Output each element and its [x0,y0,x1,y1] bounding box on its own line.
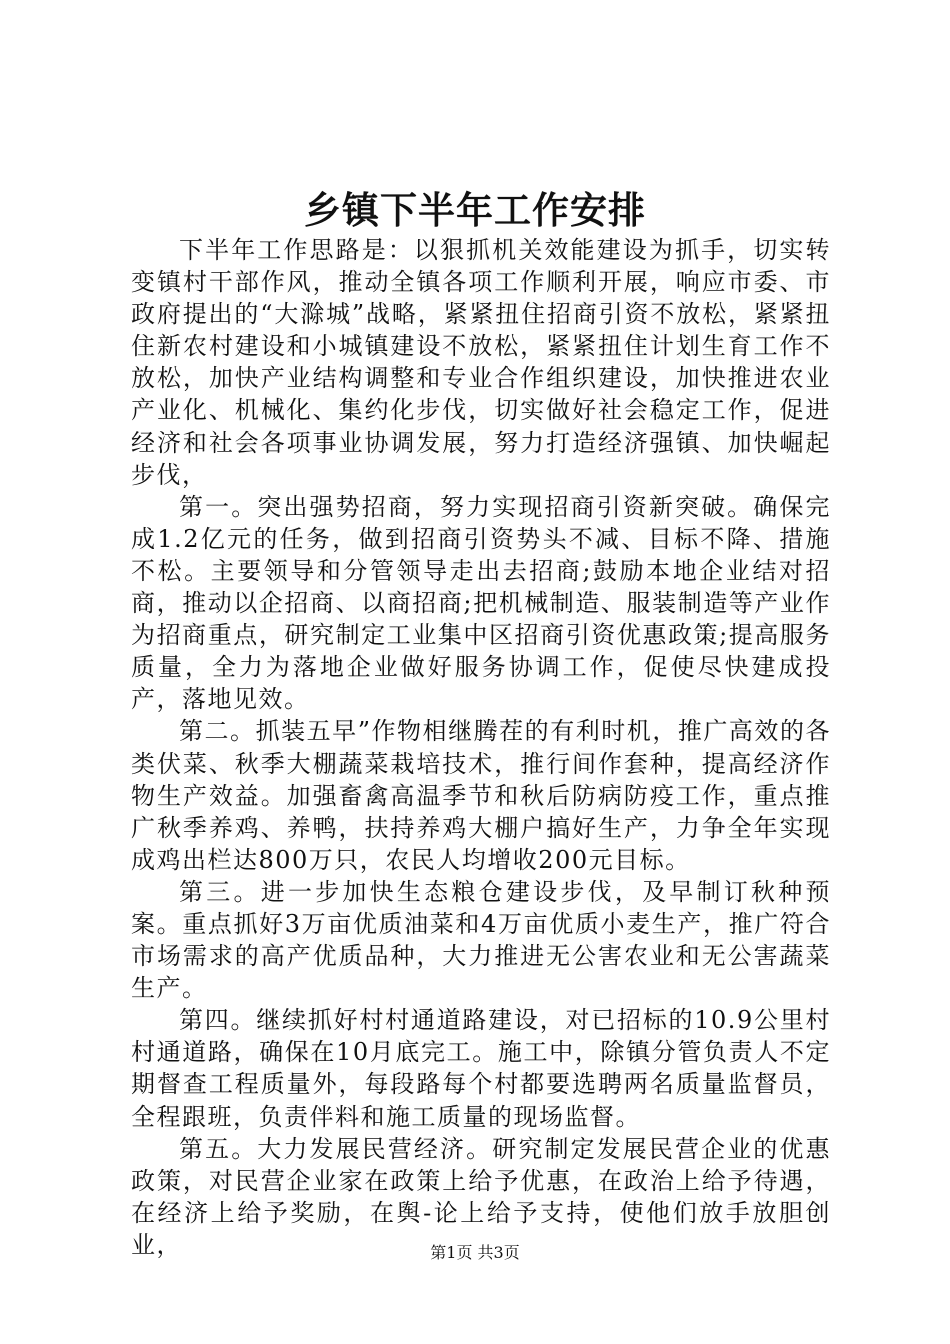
paragraph-5: 第五。大力发展民营经济。研究制定发展民营企业的优惠政策，对民营企业家在政策上给予优惠，在政治上给予待遇，在经济上给予奖励，在舆-论上给予支持，使他们放手放胆创业， [131,1134,831,1259]
document-title: 乡镇下半年工作安排 [304,188,646,232]
paragraph-2: 第二。抓装五早”作物相继腾茬的有利时机，推广高效的各类伏菜、秋季大棚蔬菜栽培技术，推行间作套种，提高经济作物生产效益。加强畜禽高温季节和秋后防病防疫工作，重点推广秋季养鸡、养鸭，扶持养鸡大棚户搞好生产，力争全年实现成鸡出栏达800万只，农民人均增收200元目标。 [131,717,831,874]
paragraph-intro: 下半年工作思路是：以狠抓机关效能建设为抓手，切实转变镇村干部作风，推动全镇各项工作顺利开展，响应市委、市政府提出的“大滁城”战略，紧紧扭住招商引资不放松，紧紧扭住新农村建设和小城镇建设不放松，紧紧扭住计划生育工作不放松，加快产业结构调整和专业合作组织建设，加快推进农业产业化、机械化、集约化步伐，切实做好社会稳定工作，促进经济和社会各项事业协调发展，努力打造经济强镇、加快崛起步伐， [131,236,831,489]
paragraph-1: 第一。突出强势招商，努力实现招商引资新突破。确保完成1.2亿元的任务，做到招商引资势头不减、目标不降、措施不松。主要领导和分管领导走出去招商;鼓励本地企业结对招商，推动以企招商、以商招商;把机械制造、服装制造等产业作为招商重点，研究制定工业集中区招商引资优惠政策;提高服务质量，全力为落地企业做好服务协调工作，促使尽快建成投产，落地见效。 [131,492,831,714]
paragraph-3: 第三。进一步加快生态粮仓建设步伐，及早制订秋种预案。重点抓好3万亩优质油菜和4万亩优质小麦生产，推广符合市场需求的高产优质品种，大力推进无公害农业和无公害蔬菜生产。 [131,877,831,1003]
page-number-footer: 第1页 共3页 [430,1243,520,1262]
document-body [131,234,831,1261]
paragraph-4: 第四。继续抓好村村通道路建设，对已招标的10.9公里村村通道路，确保在10月底完工。施工中，除镇分管负责人不定期督查工程质量外，每段路每个村都要选聘两名质量监督员，全程跟班，负责伴料和施工质量的现场监督。 [131,1006,831,1131]
